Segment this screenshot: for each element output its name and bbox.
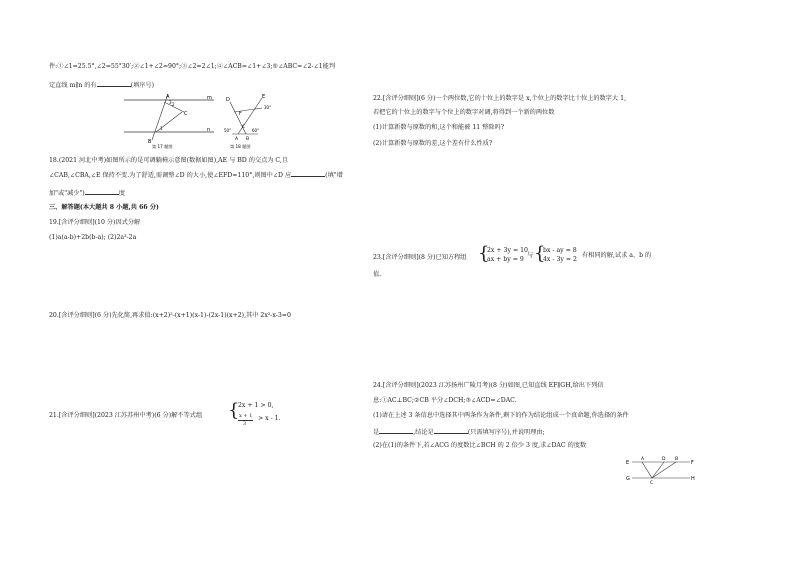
fig18-angle-60: 60° bbox=[252, 128, 260, 133]
q24-line-2: 息:①AC⊥BC;②CB 平分∠DCH;③∠ACD=∠DAC. bbox=[373, 397, 517, 404]
q18-line-3 bbox=[49, 188, 125, 198]
q23-brace-2: { bbox=[534, 243, 546, 264]
q24-line-3: (1)请在上述 3 条信息中选择其中两条作为条件,剩下的作为结论组成一个真命题,你选择的条件 bbox=[373, 412, 629, 419]
q18-answer-blank-2[interactable] bbox=[85, 188, 119, 195]
q21-inequality-2: > x - 1. bbox=[258, 415, 281, 422]
fig17-label-1: 1 bbox=[160, 126, 163, 131]
fig24-label-d: D bbox=[662, 457, 666, 462]
q19-title: 19.[含评分细则](10 分)因式分解 bbox=[49, 219, 141, 226]
q23-eq-1b: ax + by = 9 bbox=[487, 256, 524, 263]
q24-line-1: 24.[含评分细则](2023 江苏扬州广陵月考)(8 分)如图,已知直线 EF∥GH,给出下列信 bbox=[373, 382, 604, 389]
q23-eq-2a: bx - ay = 8 bbox=[543, 247, 577, 254]
q18-answer-blank-1[interactable] bbox=[291, 170, 325, 177]
q24-conclusion-blank[interactable] bbox=[434, 427, 468, 434]
q22-subquestion-2: (2)计算新数与原数的差,这个差有什么性质? bbox=[373, 140, 493, 147]
q23-text-2: 有相同的解,试求 a、b 的 bbox=[582, 252, 652, 259]
q24-condition-blank[interactable] bbox=[379, 427, 413, 434]
q18-text: ∠CAB,∠CBA,∠E 保持不变.为了舒适,需调整∠D 的大小,使∠EFD=110°,则图中∠D 应 bbox=[49, 172, 292, 179]
q18-line-2 bbox=[49, 170, 343, 180]
q23-text-3: 值. bbox=[373, 271, 382, 278]
figure-18 bbox=[222, 92, 282, 150]
q21-text: 21.[含评分细则](2023 江苏苏州中考)(6 分)解不等式组 bbox=[49, 412, 203, 419]
q18-line-1: 18.(2021 河北中考)如图所示的是可调躺椅示意图(数据如图),AE 与 BD 的交点为 C,且 bbox=[49, 157, 289, 164]
q24-text-a: 是 bbox=[373, 429, 380, 436]
q17-hint: (填序号) bbox=[130, 82, 154, 89]
fig18-label-d: D bbox=[226, 97, 230, 103]
q23-brace-1: { bbox=[478, 243, 490, 264]
q23-eq-1a: 2x + 3y = 10 bbox=[487, 247, 528, 254]
q17-condition-line: 件:①∠1=25.5°,∠2=55°30′;②∠1+∠2=90°;③∠2=2∠1;④∠ACB=∠1+∠3;⑤∠ABC=∠2-∠1能判 bbox=[49, 63, 336, 70]
q19-subquestions: (1)a(a-b)+2b(b-a); (2)2a³-2a bbox=[49, 234, 137, 241]
fig18-label-c: C bbox=[242, 125, 246, 130]
fig18-caption: 第 18 题图 bbox=[230, 144, 251, 149]
q21-fraction-numerator: x + 1 bbox=[239, 413, 253, 419]
q20-text: 20.[含评分细则](6 分)先化简,再求值:(x+2)²-(x+1)(x-1)-(2x-1)(x+2),其中 2x²-x-3=0 bbox=[49, 312, 291, 319]
fig17-label-m: m bbox=[207, 95, 212, 101]
fig18-label-f: F bbox=[239, 111, 242, 117]
fig24-label-b: B bbox=[675, 457, 679, 462]
fig24-label-f: F bbox=[691, 460, 694, 466]
fig17-label-3: 3 bbox=[169, 100, 172, 105]
q17-answer-blank[interactable] bbox=[97, 80, 131, 87]
q22-line-1: 22.[含评分细则](6 分)一个两位数,它的十位上的数字是 x,个位上的数字比十位上的数字大 1, bbox=[373, 95, 627, 102]
q22-subquestion-1: (1)计算新数与原数的和,这个和能被 11 整除吗? bbox=[373, 124, 505, 131]
q17-question-line bbox=[49, 80, 154, 90]
fig17-label-b: B bbox=[148, 139, 152, 145]
q17-text: 定直线 m∥n 的有 bbox=[49, 82, 97, 89]
fig24-label-a: A bbox=[641, 457, 645, 462]
fig18-label-e: E bbox=[262, 94, 266, 100]
fig18-label-b: B bbox=[246, 137, 250, 142]
fig17-label-n: n bbox=[207, 127, 211, 133]
fig18-angle-30: 30° bbox=[264, 105, 272, 110]
fig17-label-c: C bbox=[184, 111, 188, 117]
figure-17 bbox=[122, 92, 218, 150]
fig17-label-2: 2 bbox=[172, 102, 175, 107]
fig24-label-c: C bbox=[650, 481, 654, 484]
q18-hint: (填"增 bbox=[325, 172, 343, 179]
fig24-label-h: H bbox=[691, 476, 695, 482]
fig24-label-e: E bbox=[626, 460, 630, 466]
q21-inequality-1: 2x + 1 > 0, bbox=[238, 402, 274, 409]
q23-connector: 与 bbox=[527, 252, 534, 259]
q21-fraction-denominator: 3 bbox=[243, 421, 247, 427]
fig17-label-a: A bbox=[166, 94, 170, 100]
section-3-heading: 三、解答题(本大题共 8 小题,共 66 分) bbox=[49, 204, 159, 211]
q24-line-4 bbox=[373, 427, 545, 437]
fig17-caption: 第 17 题图 bbox=[152, 144, 173, 149]
q21-brace: { bbox=[228, 400, 240, 421]
q24-subquestion-2: (2)在(1)的条件下,若∠ACG 的度数比∠BCH 的 2 倍少 3 度,求∠DAC 的度数 bbox=[373, 442, 587, 449]
q18-unit: 度 bbox=[118, 190, 125, 197]
fig18-label-a: A bbox=[235, 137, 239, 142]
q23-eq-2b: 4x - 3y = 2 bbox=[543, 256, 577, 263]
q22-line-2: 若把它的十位上的数字与个位上的数字对调,将得到一个新的两位数 bbox=[373, 109, 555, 116]
q24-text-c: (只需填写序号),并说明理由; bbox=[467, 429, 545, 436]
fig24-label-g: G bbox=[626, 476, 630, 482]
q23-text: 23.[含评分细则](8 分)已知方程组 bbox=[373, 254, 467, 261]
q24-text-b: ,结论是 bbox=[413, 429, 434, 436]
q18-hint-2: 加"或"减少") bbox=[49, 190, 85, 197]
fig18-angle-50: 50° bbox=[224, 128, 232, 133]
figure-24 bbox=[624, 452, 698, 484]
